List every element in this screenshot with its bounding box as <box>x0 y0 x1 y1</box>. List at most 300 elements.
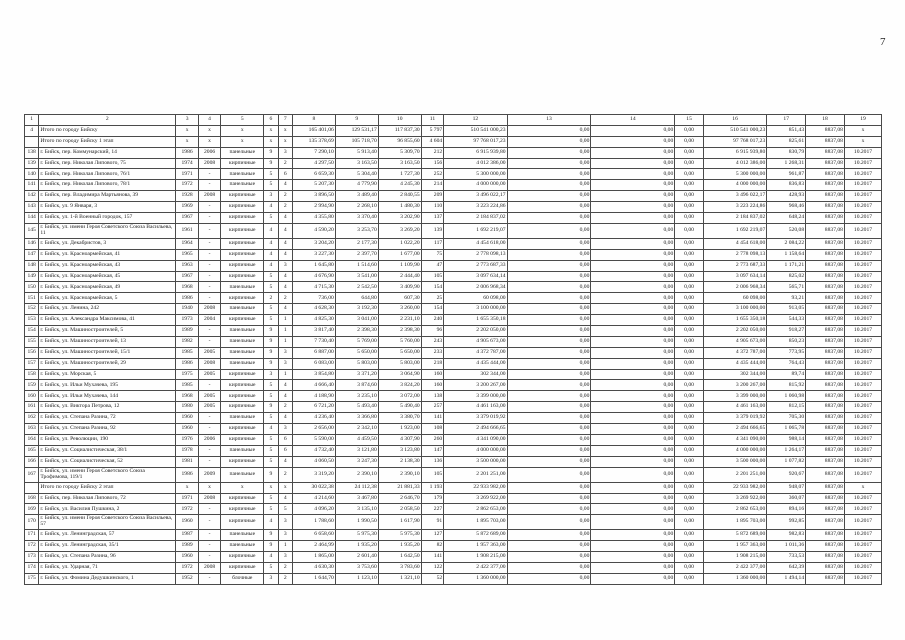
table-cell: 8837,08 <box>806 282 845 293</box>
table-row <box>25 158 882 169</box>
table-cell: 0,00 <box>675 504 704 515</box>
table-cell: 5 <box>264 169 278 180</box>
table-cell: панельные <box>221 413 264 424</box>
table-cell: 1 360 000,00 <box>703 573 766 584</box>
table-cell: 0,00 <box>675 541 704 552</box>
table-cell: 0,00 <box>591 391 675 402</box>
table-cell: 154 <box>25 326 39 337</box>
table-cell: 140 <box>25 169 39 180</box>
table-cell: 0,00 <box>507 380 591 391</box>
table-cell: 0,00 <box>507 223 591 238</box>
table-cell: 0,00 <box>507 434 591 445</box>
table-cell: 0,00 <box>675 493 704 504</box>
table-cell: - <box>198 445 220 456</box>
address-cell: г. Бийск, ул. Красноармейская, 41 <box>39 249 176 260</box>
table-row <box>25 191 882 202</box>
table-cell: 5 <box>264 434 278 445</box>
table-cell: 0,00 <box>507 336 591 347</box>
table-cell: 2 <box>278 402 292 413</box>
table-cell: 4 <box>25 125 39 136</box>
table-cell: 0,00 <box>675 326 704 337</box>
table-cell: 0,00 <box>675 456 704 467</box>
table-cell: 2 778 098,13 <box>703 249 766 260</box>
table-cell: 3 854,80 <box>292 369 335 380</box>
address-cell: г. Бийск, ул. Александра Максимова, 41 <box>39 315 176 326</box>
table-cell: 0,00 <box>675 213 704 224</box>
table-cell: 544,33 <box>767 315 806 326</box>
table-row <box>25 202 882 213</box>
table-cell: 2 862 653,00 <box>703 504 766 515</box>
table-cell: 1 264,17 <box>767 445 806 456</box>
column-number-cell: 3 <box>176 115 198 126</box>
table-cell: панельные <box>221 467 264 482</box>
table-cell: 0,00 <box>675 158 704 169</box>
table-cell: 3 235,10 <box>335 391 378 402</box>
table-cell: 8837,08 <box>806 213 845 224</box>
table-cell: 4 <box>264 515 278 530</box>
table-cell: 0,00 <box>675 304 704 315</box>
column-number-cell: 9 <box>335 115 378 126</box>
table-cell: 93,21 <box>767 293 806 304</box>
table-cell: 0,00 <box>507 413 591 424</box>
table-cell: 8837,08 <box>806 315 845 326</box>
address-cell: г. Бийск, ул. Декабристов, 3 <box>39 238 176 249</box>
table-cell: 169 <box>25 504 39 515</box>
table-row <box>25 573 882 584</box>
table-row <box>25 530 882 541</box>
table-cell: 8837,08 <box>806 391 845 402</box>
table-cell: 0,00 <box>591 336 675 347</box>
table-cell: 170 <box>25 515 39 530</box>
table-cell: 154 <box>421 304 443 315</box>
table-cell: 157 <box>25 358 39 369</box>
table-cell: 24 112,38 <box>335 482 378 493</box>
table-cell: 0,00 <box>591 158 675 169</box>
table-cell: 4 236,40 <box>292 413 335 424</box>
table-cell: 0,00 <box>507 482 591 493</box>
table-cell: 1985 <box>176 347 198 358</box>
table-cell: 607,30 <box>378 293 421 304</box>
table-cell: 6 887,00 <box>292 347 335 358</box>
table-row <box>25 541 882 552</box>
table-cell: 2005 <box>198 391 220 402</box>
table-cell: 141 <box>421 552 443 563</box>
table-cell: 5 975,30 <box>378 530 421 541</box>
header-row <box>25 115 882 126</box>
table-cell: 135 378,69 <box>292 136 335 147</box>
table-cell: 2005 <box>198 347 220 358</box>
table-cell: кирпичные <box>221 260 264 271</box>
table-cell: 4 096,20 <box>292 504 335 515</box>
column-number-cell: 5 <box>221 115 264 126</box>
table-cell: 1973 <box>176 315 198 326</box>
column-number-cell: 8 <box>292 115 335 126</box>
table-cell: 0,00 <box>591 238 675 249</box>
table-cell: 8837,08 <box>806 380 845 391</box>
table-cell: 227 <box>421 504 443 515</box>
table-cell: 2 006 968,34 <box>703 282 766 293</box>
table-cell: 2 <box>278 573 292 584</box>
table-cell: 1 480,30 <box>378 202 421 213</box>
table-cell: 8837,08 <box>806 402 845 413</box>
table-cell: 4 <box>264 223 278 238</box>
table-cell: 1972 <box>176 504 198 515</box>
table-cell: 4 732,40 <box>292 445 335 456</box>
address-cell: г. Бийск, ул. Машиностроителей, 29 <box>39 358 176 369</box>
table-cell: 10.2017 <box>844 445 881 456</box>
table-cell: 171 <box>25 530 39 541</box>
table-cell: 0,00 <box>675 402 704 413</box>
table-cell: 4 <box>278 180 292 191</box>
table-cell: 4 060,50 <box>292 456 335 467</box>
table-cell: 122 <box>421 562 443 573</box>
table-cell: 1986 <box>176 467 198 482</box>
table-cell: 1 065,78 <box>767 424 806 435</box>
address-cell: г. Бийск, ул. Революции, 190 <box>39 434 176 445</box>
table-cell: 3 <box>264 573 278 584</box>
table-cell: 2 342,10 <box>335 424 378 435</box>
table-cell: 0,00 <box>507 293 591 304</box>
table-row <box>25 562 882 573</box>
table-cell: 6 <box>278 445 292 456</box>
table-cell: 0,00 <box>507 515 591 530</box>
table-cell: 6 915 939,80 <box>444 147 507 158</box>
table-cell: панельные <box>221 147 264 158</box>
table-cell: 9 <box>264 530 278 541</box>
table-cell: 0,00 <box>675 530 704 541</box>
table-cell: - <box>198 249 220 260</box>
table-cell: 21 881,33 <box>378 482 421 493</box>
table-cell: кирпичные <box>221 562 264 573</box>
table-cell: 302 344,00 <box>444 369 507 380</box>
table-cell: 2 138,30 <box>378 456 421 467</box>
table-cell: 89,74 <box>767 369 806 380</box>
table-cell: 825,61 <box>767 136 806 147</box>
table-cell: 3 753,60 <box>335 562 378 573</box>
table-cell: 141 <box>25 180 39 191</box>
table-cell: 4 214,60 <box>292 493 335 504</box>
table-cell: 3 064,90 <box>378 369 421 380</box>
table-cell: панельные <box>221 180 264 191</box>
table-cell: 10.2017 <box>844 504 881 515</box>
table-cell: 8837,08 <box>806 260 845 271</box>
table-cell: 1940 <box>176 304 198 315</box>
table-cell: 9 <box>264 147 278 158</box>
table-cell: 8837,08 <box>806 326 845 337</box>
table-cell: 2 201 251,00 <box>444 467 507 482</box>
table-cell: 0,00 <box>675 424 704 435</box>
table-cell: 968,46 <box>767 202 806 213</box>
table-cell: 138 <box>421 391 443 402</box>
table-cell: 2008 <box>198 158 220 169</box>
table-cell: x <box>844 482 881 493</box>
table-cell: 1 895 703,00 <box>703 515 766 530</box>
address-cell: Итого по городу Бийску <box>39 125 176 136</box>
table-cell: 5 <box>264 391 278 402</box>
table-cell: 4 630,30 <box>292 562 335 573</box>
table-cell: панельные <box>221 326 264 337</box>
table-cell: 4 628,30 <box>292 304 335 315</box>
table-row <box>25 434 882 445</box>
address-cell: г. Бийск, ул. Социалистическая, 52 <box>39 456 176 467</box>
table-cell: 0,00 <box>675 391 704 402</box>
address-cell: г. Бийск, пер. Николая Липового, 76/1 <box>39 169 176 180</box>
table-cell: 8837,08 <box>806 158 845 169</box>
table-cell: 2006 <box>198 434 220 445</box>
table-cell: 0,00 <box>591 434 675 445</box>
table-cell: 2 773 687,33 <box>703 260 766 271</box>
address-cell: г. Бийск, ул. Ильи Мухачева, 195 <box>39 380 176 391</box>
table-cell: кирпичные <box>221 424 264 435</box>
column-number-cell: 19 <box>844 115 881 126</box>
table-cell: 8837,08 <box>806 169 845 180</box>
address-cell: г. Бийск, пер. Владимира Мартьянова, 39 <box>39 191 176 202</box>
page-number: 7 <box>880 36 886 48</box>
table-cell: 0,00 <box>591 213 675 224</box>
table-cell: 5 300 000,00 <box>444 169 507 180</box>
table-cell: 0,00 <box>591 260 675 271</box>
table-cell: 0,00 <box>507 125 591 136</box>
table-cell: 4 000 000,00 <box>703 180 766 191</box>
table-cell: 150 <box>25 282 39 293</box>
table-cell: 2 656,00 <box>292 424 335 435</box>
table-cell: 5 769,00 <box>335 336 378 347</box>
table-cell: 0,00 <box>591 424 675 435</box>
table-cell: - <box>198 504 220 515</box>
table-cell: 2 601,40 <box>335 552 378 563</box>
table-cell: 0,00 <box>591 456 675 467</box>
table-cell: 0,00 <box>675 315 704 326</box>
address-cell: г. Бийск, ул. 9 Января, 3 <box>39 202 176 213</box>
table-cell: x <box>221 136 264 147</box>
table-cell: панельные <box>221 336 264 347</box>
table-cell: 1981 <box>176 456 198 467</box>
table-cell: 9 <box>264 467 278 482</box>
column-number-cell: 1 <box>25 115 39 126</box>
table-cell: 3 202,90 <box>378 213 421 224</box>
table-cell: 0,00 <box>507 238 591 249</box>
table-row <box>25 282 882 293</box>
table-cell: 8837,08 <box>806 202 845 213</box>
table-row <box>25 413 882 424</box>
table-cell: 764,43 <box>767 358 806 369</box>
table-cell: 233 <box>421 347 443 358</box>
table-cell: 851,43 <box>767 125 806 136</box>
table-cell: 97 768 017,23 <box>703 136 766 147</box>
table-cell: 3 269 922,00 <box>703 493 766 504</box>
table-cell: 302 344,00 <box>703 369 766 380</box>
table-cell: 0,00 <box>591 191 675 202</box>
table-cell: x <box>278 482 292 493</box>
table-cell: 0,00 <box>507 136 591 147</box>
table-cell: блочные <box>221 573 264 584</box>
table-cell: 3 192,30 <box>335 304 378 315</box>
table-cell: 143 <box>25 202 39 213</box>
table-cell: 10.2017 <box>844 391 881 402</box>
table-cell: 1968 <box>176 391 198 402</box>
table-cell: 1928 <box>176 191 198 202</box>
table-cell: 3 496 022,17 <box>703 191 766 202</box>
table-cell: 1 692 219,07 <box>444 223 507 238</box>
table-row <box>25 315 882 326</box>
table-cell: 3 467,80 <box>335 493 378 504</box>
table-cell: 8837,08 <box>806 552 845 563</box>
table-cell: 3 204,20 <box>292 238 335 249</box>
table-cell: 0,00 <box>591 369 675 380</box>
table-cell: 0,00 <box>591 347 675 358</box>
table-cell: 948,07 <box>767 482 806 493</box>
table-cell: кирпичные <box>221 249 264 260</box>
table-cell: 4 <box>264 260 278 271</box>
table-cell: 22 933 982,00 <box>444 482 507 493</box>
table-cell: - <box>198 541 220 552</box>
table-cell: 1 645,80 <box>292 260 335 271</box>
table-cell: 5 <box>264 282 278 293</box>
table-cell: 8837,08 <box>806 271 845 282</box>
table-cell: 4 <box>278 413 292 424</box>
address-cell: г. Бийск, ул. Красноармейская, 43 <box>39 260 176 271</box>
table-cell: 1986 <box>176 147 198 158</box>
address-cell: г. Бийск, ул. Виктора Петрова, 12 <box>39 402 176 413</box>
table-cell: 5 <box>264 413 278 424</box>
table-cell: x <box>264 136 278 147</box>
table-row <box>25 169 882 180</box>
table-cell: 0,00 <box>507 358 591 369</box>
table-cell: 1 935,20 <box>378 541 421 552</box>
table-cell: 0,00 <box>675 562 704 573</box>
table-cell: x <box>264 482 278 493</box>
table-cell: 0,00 <box>591 493 675 504</box>
table-cell: - <box>198 202 220 213</box>
table-cell: 510 541 000,23 <box>703 125 766 136</box>
table-cell: 1976 <box>176 434 198 445</box>
table-cell: 10.2017 <box>844 380 881 391</box>
table-row <box>25 147 882 158</box>
table-cell: 0,00 <box>675 180 704 191</box>
table-cell: 8837,08 <box>806 369 845 380</box>
table-cell: - <box>198 213 220 224</box>
table-cell: - <box>198 456 220 467</box>
table-cell: 0,00 <box>507 541 591 552</box>
table-cell: 3 379 019,92 <box>703 413 766 424</box>
table-cell: 1 321,10 <box>378 573 421 584</box>
table-row <box>25 552 882 563</box>
table-cell: 1 655 350,18 <box>444 315 507 326</box>
table-cell: 173 <box>25 552 39 563</box>
table-cell: 10.2017 <box>844 573 881 584</box>
address-cell: Итого по городу Бийску 2 этап <box>39 482 176 493</box>
table-cell: панельные <box>221 445 264 456</box>
table-cell: 1989 <box>176 541 198 552</box>
table-cell: 0,00 <box>591 315 675 326</box>
table-cell: 10.2017 <box>844 158 881 169</box>
table-cell: 145 <box>25 223 39 238</box>
table-cell: 2006 <box>198 147 220 158</box>
table-cell: 4 <box>278 213 292 224</box>
table-cell: 218 <box>421 358 443 369</box>
table-cell: 5 650,00 <box>335 347 378 358</box>
table-cell: 165 <box>25 445 39 456</box>
table-cell: 3 319,20 <box>292 467 335 482</box>
table-cell: x <box>176 482 198 493</box>
table-cell: 9 <box>264 336 278 347</box>
table-cell: 152 <box>25 304 39 315</box>
table-cell: 0,00 <box>675 260 704 271</box>
table-cell: 8837,08 <box>806 424 845 435</box>
table-cell: панельные <box>221 282 264 293</box>
table-cell: 6 659,30 <box>292 169 335 180</box>
table-cell: 992,85 <box>767 515 806 530</box>
table-row <box>25 347 882 358</box>
table-cell: 10.2017 <box>844 147 881 158</box>
table-cell: 4 454 618,00 <box>444 238 507 249</box>
table-row <box>25 424 882 435</box>
table-cell: 428,93 <box>767 191 806 202</box>
table-cell: 174 <box>25 562 39 573</box>
table-cell: 4 <box>264 424 278 435</box>
address-cell: г. Бийск, ул. Степана Разина, 72 <box>39 413 176 424</box>
table-cell: 1968 <box>176 282 198 293</box>
table-cell: 160 <box>25 391 39 402</box>
address-cell: г. Бийск, ул. Машиностроителей, 5 <box>39 326 176 337</box>
table-cell: 0,00 <box>507 467 591 482</box>
table-cell: 161 <box>25 402 39 413</box>
table-cell: 1985 <box>176 380 198 391</box>
table-cell: 3 380,70 <box>378 413 421 424</box>
table-cell: 10.2017 <box>844 191 881 202</box>
table-cell: 5 <box>264 445 278 456</box>
table-cell: 148 <box>25 260 39 271</box>
table-cell: кирпичные <box>221 202 264 213</box>
table-cell: 22 933 982,00 <box>703 482 766 493</box>
table-cell: 0,00 <box>507 304 591 315</box>
table-cell: 1975 <box>176 369 198 380</box>
table-cell: 1 895 703,00 <box>444 515 507 530</box>
table-cell: 0,00 <box>507 326 591 337</box>
table-cell: 149 <box>25 271 39 282</box>
table-cell: - <box>198 293 220 304</box>
table-cell: 5 <box>264 180 278 191</box>
table-cell: 10.2017 <box>844 304 881 315</box>
table-cell: панельные <box>221 358 264 369</box>
table-cell: 142 <box>25 191 39 202</box>
table-row <box>25 271 882 282</box>
table-cell: 2 <box>264 293 278 304</box>
table-cell: 4 779,90 <box>335 180 378 191</box>
table-cell: 4 461 163,00 <box>444 402 507 413</box>
table-cell: 243 <box>421 336 443 347</box>
table-cell: 252 <box>421 169 443 180</box>
table-cell: 2 <box>278 293 292 304</box>
table-cell: 1978 <box>176 445 198 456</box>
table-cell: кирпичные <box>221 213 264 224</box>
table-cell: 5 <box>264 315 278 326</box>
table-cell: 2 <box>278 467 292 482</box>
table-cell: кирпичные <box>221 552 264 563</box>
column-number-cell: 2 <box>39 115 176 126</box>
table-cell: 4 000 000,00 <box>703 445 766 456</box>
table-cell: 3 269 922,00 <box>444 493 507 504</box>
table-cell: 4 604 <box>421 136 443 147</box>
table-cell: 4 666,40 <box>292 380 335 391</box>
table-cell: 8837,08 <box>806 136 845 147</box>
table-cell: 1 <box>278 315 292 326</box>
table-cell: кирпичные <box>221 369 264 380</box>
table-row <box>25 260 882 271</box>
table-cell: 8837,08 <box>806 562 845 573</box>
table-cell: 1 060,98 <box>767 391 806 402</box>
table-cell: 146 <box>25 238 39 249</box>
